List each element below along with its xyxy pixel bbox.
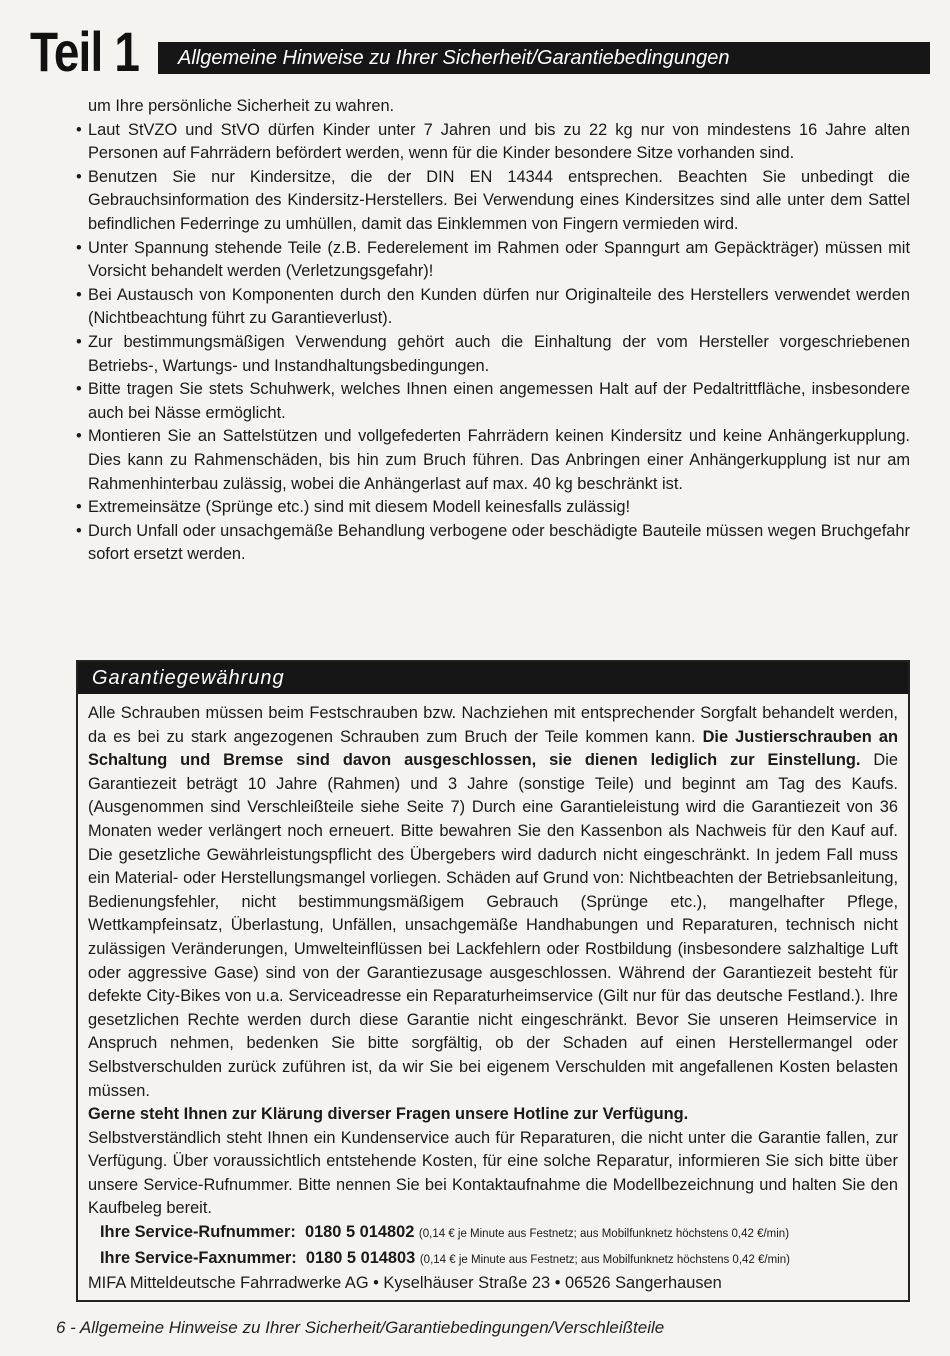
warranty-paragraph: Alle Schrauben müssen beim Festschrauben bzw. Nachziehen mit entsprechender Sorgfalt behandelt werden, da es bei zu stark angezogenen Schrauben zum Bruch der Teile kommen kann. Die Justierschrauben an Schaltung und Bremse sind davon ausgeschlossen, sie dienen lediglich zur Einstellung. Die Garantiezeit beträgt 10 Jahre (Rahmen) und 3 Jahre (sonstige Teile) und beginnt am Tag des Kaufs. (Ausgenommen sind Verschleißteile siehe Seite 7) Durch eine Garantieleistung wird die Garantiezeit von 36 Monaten weder verlängert noch erneuert. Bitte bewahren Sie den Kassenbon als Nachweis für den Kauf auf. Die gesetzliche Gewährleistungspflicht des Übergebers wird dadurch nicht eingeschränkt. In jedem Fall muss ein Material- oder Herstellungsmangel vorliegen. Schäden auf Grund von: Nichtbeachten der Betriebsanleitung, Bedienungsfehler, nicht bestimmungsmäßigem Gebrauch (Sprünge etc.), mangelhafter Pflege, Wettkampfeinsatz, Überlastung, Unfällen, unsachgemäße Handhabungen und Reparaturen, technisch nicht zulässigen Veränderungen, Umwelteinflüssen bei Lackfehlern oder Rostbildung (insbesondere salzhaltige Luft oder aggressive Gase) sind von der Garantiezusage ausgeschlossen. Während der Garantiezeit besteht für defekte City-Bikes von u.a. Serviceadresse ein Reparaturheimservice (Gilt nur für das deutsche Festland.). Ihre gesetzlichen Rechte werden durch diese Garantie nicht eingeschränkt. Bevor Sie unseren Heimservice in Anspruch nehmen, bedenken Sie bitte sorgfältig, ob der Schaden auf einen Herstellermangel oder Selbstverschulden zurück zuführen ist, da wir Sie bei eigenem Verschulden mit angefallenen Kosten belasten müssen. [88,704,898,1100]
list-item: • Unter Spannung stehende Teile (z.B. Federelement im Rahmen oder Spanngurt am Gepäckträger) müssen mit Vorsicht behandelt werden (Verletzungsgefahr)! [76,238,910,281]
warranty-title: Garantiegewährung [78,662,908,694]
bullet-icon: • [76,498,82,517]
bullet-icon: • [76,238,82,257]
fax-label: Ihre Service-Faxnummer: [100,1248,297,1267]
list-item: • Durch Unfall oder unsachgemäße Behandlung verbogene oder beschädigte Bauteile müssen wegen Bruchgefahr sofort ersetzt werden. [76,521,910,564]
service-phone [88,1221,898,1247]
bullet-icon: • [76,285,82,304]
list-item: • Montieren Sie an Sattelstützen und vollgefederten Fahrrädern keinen Kindersitz und keine Anhängerkupplung. Dies kann zu Rahmenschäden, bis hin zum Bruch führen. Das Anbringen einer Anhängerkupplung ist nur am Rahmenhinterbau zulässig, wobei die Anhängerlast auf max. 40 kg beschränkt ist. [76,427,910,493]
section-title: Allgemeine Hinweise zu Ihrer Sicherheit/Garantiebedingungen [158,42,930,74]
phone-number: 0180 5 014802 [304,1223,415,1242]
bullet-icon: • [76,380,82,399]
intro-line: um Ihre persönliche Sicherheit zu wahren. [88,97,395,115]
warranty-body [78,694,908,1296]
warranty-box [76,660,910,1302]
list-item: • Extremeinsätze (Sprünge etc.) sind mit diesem Modell keinesfalls zulässig! [76,496,910,520]
list-item: • Benutzen Sie nur Kindersitze, die der DIN EN 14344 entsprechen. Beachten Sie unbedingt die Gebrauchsinformation des Kindersitz-Herstellers. Bei Verwendung eines Kindersitzes sind alle unter dem Sattel befindlichen Federringe zu umhüllen, damit das Einklemmen von Fingern vermieden wird. [76,167,910,233]
list-item: • Bitte tragen Sie stets Schuhwerk, welches Ihnen einen angemessen Halt auf der Pedaltrittfläche, insbesondere auch bei Nässe ermöglicht. [76,380,910,422]
bullet-icon: • [76,120,82,139]
hotline-note: Gerne steht Ihnen zur Klärung diverser Fragen unsere Hotline zur Verfügung. [88,1105,689,1124]
safety-notes [76,95,910,567]
bullet-icon: • [76,427,82,446]
phone-note: (0,14 € je Minute aus Festnetz; aus Mobilfunknetz höchstens 0,42 €/min) [418,1228,790,1241]
bullet-icon: • [76,332,82,351]
part-number: Teil 1 [30,20,140,83]
list-item: • Zur bestimmungsmäßigen Verwendung gehört auch die Einhaltung der vom Hersteller vorgeschriebenen Betriebs-, Wartungs- und Instandhaltungsbedingungen. [76,332,910,375]
service-fax [88,1247,898,1273]
page-footer: 6 - Allgemeine Hinweise zu Ihrer Sicherheit/Garantiebedingungen/Verschleißteile [56,1318,665,1337]
service-paragraph: Selbstverständlich steht Ihnen ein Kundenservice auch für Reparaturen, die nicht unter die Garantie fallen, zur Verfügung. Über voraussichtlich entstehende Kosten, für eine solche Reparatur, informieren Sie sich bitte über unsere Service-Rufnummer. Bitte nennen Sie bei Kontaktaufnahme die Modellbezeichnung und halten Sie den Kaufbeleg bereit. [88,1128,898,1218]
fax-number: 0180 5 014803 [305,1248,416,1267]
fax-note: (0,14 € je Minute aus Festnetz; aus Mobilfunknetz höchstens 0,42 €/min) [419,1253,790,1266]
list-item: • Bei Austausch von Komponenten durch den Kunden dürfen nur Originalteile des Herstellers verwendet werden (Nichtbeachtung führt zu Garantieverlust). [76,285,910,328]
bullet-icon: • [76,167,82,186]
company-address: MIFA Mitteldeutsche Fahrradwerke AG • Kyselhäuser Straße 23 • 06526 Sangerhausen [88,1274,722,1293]
bullet-icon: • [76,521,82,540]
warranty-exclusion: Die Justierschrauben an Schaltung und Bremse sind davon ausgeschlossen, sie dienen lediglich zur Einstellung. [88,727,898,770]
page-header [30,22,930,82]
phone-label: Ihre Service-Rufnummer: [100,1223,296,1242]
list-item: • Laut StVZO und StVO dürfen Kinder unter 7 Jahren und bis zu 22 kg nur von mindestens 16 Jahre alten Personen auf Fahrrädern befördert werden, wenn für die Kinder besondere Sitze vorhanden sind. [76,120,910,163]
